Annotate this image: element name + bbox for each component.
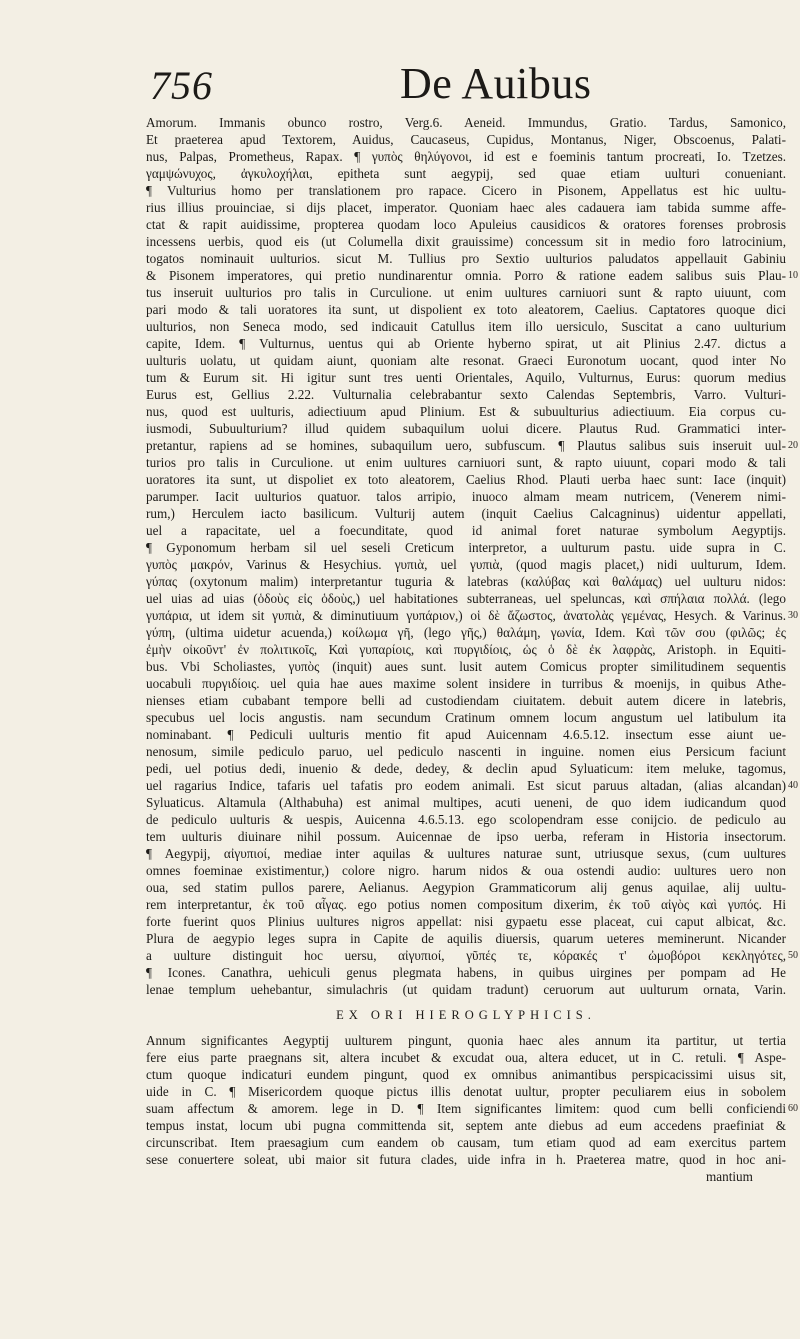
text-line: lenae templum uehebantur, simulachris (ut quidam tradunt) ceruorum aut uulturum ornata, Varin. (146, 982, 786, 997)
text-line: γύπας (oxytonum malim) interpretantur tuguria & latebras (καλύβας καὶ θαλάμας) uel uulturu nidos: (146, 574, 786, 589)
text-line: uoratores ita sunt, ut dispoliet ex toto aleatorem, Caelius Rhod. Plauti uerba haec sunt: Iace (inquit) (146, 472, 786, 487)
text-line: & Pisonem imperatores, qui pretio nundinarentur omnia. Porro & ratione eadem salibus suis Plau- (146, 268, 786, 283)
text-line: omnes foeminae existimentur,) colore nigro. harum nidos & oua ostendi audio: uultures uero non (146, 863, 786, 878)
text-line: de pediculo uulturis & uespis, Auicenna 4.6.5.13. ego scolopendram esse conijcio. de pediculo au (146, 812, 786, 827)
text-line: parumper. Iacit uulturios quatuor. talos arripio, inuoco almam meam nutricem, (Venerem nimi- (146, 489, 786, 504)
text-line: pari modo & tali uoratores ita sunt, ut dispolient ex toto aleatorem, Caelius. Captatores quoque dici (146, 302, 786, 317)
margin-line-number: 30 (788, 610, 798, 621)
text-line: γαμψώνυχος, ἀγκυλοχήλαι, epitheta sunt aegypij, sed quae etiam uulturi conueniant. (146, 166, 786, 181)
text-line: Eurus est, Gellius 2.22. Vulturnalia celebrabantur sexto Calendas Septembris, Varro. Vulturi- (146, 387, 786, 402)
text-line: forte fuerint quos Plinius uultures nigros appellat: nisi gypaetu esse placeat, cui caput albicat, &c. (146, 914, 786, 929)
text-line: fere eius parte praegnans sit, altera incubet & excudat oua, altera educet, ut in C. retuli. ¶ Aspe- (146, 1050, 786, 1065)
text-line: capite, Idem. ¶ Vulturnus, uentus qui ab Oriente hyberno spirat, ut ait Plinius 2.47. dictus a (146, 336, 786, 351)
text-line: bus. Vbi Scholiastes, γυπὸς (inquit) aues sunt. lusit autem Comicus propter similitudinem sequentis (146, 659, 786, 674)
text-line: ctat & rapit auidissime, propterea quodam loco Apuleius causidicos & oratores forenses probrosis (146, 217, 786, 232)
text-line: suam affectum & amorem. lege in D. ¶ Item significantes limitem: quod cum belli conficiendi (146, 1101, 786, 1116)
text-line: Amorum. Immanis obunco rostro, Verg.6. Aeneid. Immundus, Gratio. Tardus, Samonico, (146, 115, 786, 130)
page-header (0, 60, 800, 112)
text-line: uulturios, non Seneca modo, sed indicauit Catullus item illo uersiculo, Suscitat a cano uulturium (146, 319, 786, 334)
text-line: pedi, uel potius dedi, inuenio & dede, dedey, & declin apud Syluaticum: item meluke, tagomus, (146, 761, 786, 776)
text-line: turios pro talis in Curculione. ut enim uultures carniuori sunt, & rapto uiuunt, copari modo & tali (146, 455, 786, 470)
text-line: uulturis uolatu, ut quidam aiunt, quoniam alte resonat. Graeci Euronotum uocant, quod inter No (146, 353, 786, 368)
text-line: nominabant. ¶ Pediculi uulturis mentio fit apud Auicennam 4.6.5.12. insectum esse aiunt ue- (146, 727, 786, 742)
text-line: ¶ Gyponomum herbam sil uel seseli Creticum interpretor, a uulturum pastu. uide supra in C. (146, 540, 786, 555)
text-line: Plura de aegypio leges supra in Capite de aquilis diuersis, quarum ueteres meminerunt. Nicander (146, 931, 786, 946)
text-body (146, 114, 798, 1314)
margin-line-number: 40 (788, 780, 798, 791)
margin-line-number: 50 (788, 950, 798, 961)
text-line: tempus instat, locum ubi pugna committenda sit, septem ante diebus ad eum accedens praefiniat & (146, 1118, 786, 1133)
text-line: γυπάρια, ut idem sit γυπιὰ, & diminutiuum γυπάριον,) οἱ δὲ ἄζωστος, ἀνατολὰς γεμένας, Hesych. & Varinus. (146, 608, 786, 623)
text-line: Et praeterea apud Textorem, Auidus, Caucaseus, Cupidus, Montanus, Niger, Obscoenus, Palati- (146, 132, 786, 147)
text-line: a uulture distinguit hoc uersu, αἰγυπιοί, γῦπές τε, κόρακές τ' ὠμοβόροι κεκληγότες, (146, 948, 786, 963)
text-line: γυπὸς μακρόν, Varinus & Hesychius. γυπιὰ, uel γυπιὰ, (quod magis placet,) nidi uulturum, Idem. (146, 557, 786, 572)
text-line: nus, Palpas, Prometheus, Rapax. ¶ γυπὸς θηλύγονοι, id est e foeminis tantum procreati, Io. Tzetzes. (146, 149, 786, 164)
text-line: rem interpretantur, ἐκ τοῦ αἶγας. ego potius nomen compositum dixerim, ἐκ τοῦ αἰγὸς καὶ γυπός. Hi (146, 897, 786, 912)
section-heading: EX ORI HIEROGLYPHICIS. (336, 1008, 596, 1022)
text-line: mantium (706, 1169, 753, 1184)
running-title: De Auibus (400, 59, 592, 108)
text-line: Annum significantes Aegyptij uulturem pingunt, quonia haec ales annum ita partitur, ut tertia (146, 1033, 786, 1048)
text-line: uocabuli πυργιδίοις. uel quia hae aues maxime solent insidere in turribus & moenijs, in quibus Athe- (146, 676, 786, 691)
text-line: specubus uel locis angustis. nam secundum Cratinum omnem locum angustum uel latibulum ita (146, 710, 786, 725)
text-line: nienses etiam cubabant tempore belli ad custodiendam ciuitatem. debuit autem dicere in latebris, (146, 693, 786, 708)
text-line: ¶ Aegypij, αἰγυπιοί, mediae inter aquilas & uultures naturae sunt, utriusque sexus, (cum uultures (146, 846, 786, 861)
margin-line-number: 20 (788, 440, 798, 451)
text-line: incessens uerbis, quod eis (ut Columella dixit grauissime) concessum sit in medio foro latrocinium, (146, 234, 786, 249)
text-line: ¶ Icones. Canathra, uehiculi genus plegmata habens, in quibus uirgines per pompam ad He (146, 965, 786, 980)
text-line: pretantur, rapiens ad se homines, subaquilum uero, subfuscum. ¶ Plautus salibus suis inseruit uul- (146, 438, 786, 453)
text-line: ctum quoque indicaturi eundem pingunt, quod ex omnibus animantibus perspicacissimi uisus sit, (146, 1067, 786, 1082)
text-line: uel ragarius Indice, tafaris uel tafatis pro eodem animali. Est sicut paruus altadan, (alias alcandan) (146, 778, 786, 793)
text-line: uel a rapacitate, uel a foecunditate, quod id animal foret naturae symbolum Aegyptijs. (146, 523, 786, 538)
text-line: ἐμὴν οἰκοῦντ' ἐν πολιτικοῖς, Καὶ γυπαρίοις, καὶ πυργιδίοις, ὡς ὁ δὲ ἐκ λαφρὰς, Aristoph. in Equiti- (146, 642, 786, 657)
text-line: iusmodi, Subuulturium? illud quidem subaquilum uolui dicere. Plautus Rud. Grammatici inter- (146, 421, 786, 436)
text-line: tum & Eurum sit. Hi igitur sunt tres uenti Orientales, Aquilo, Vulturnus, Eurus: quorum medius (146, 370, 786, 385)
text-line: rum,) Herculem iacto basilicum. Vulturij autem (inquit Caelius Calcagninus) uidentur appellati, (146, 506, 786, 521)
text-line: ¶ Vulturius homo per translationem pro rapace. Cicero in Pisonem, Appellatus est hic uultu- (146, 183, 786, 198)
text-line: uel uias ad uias (ὁδοὺς εἰς ὁδοὺς,) uel habitationes subterraneas, uel speluncas, καὶ σπήλαια πολλά. (lego (146, 591, 786, 606)
text-line: nenosum, simile pediculo paruo, uel pediculo nascenti in inguine. nomen eius Persicum faciunt (146, 744, 786, 759)
text-line: nus, quod est uulturis, adiectiuum apud Plinium. Est & subuulturius adiectiuum. Eia corpus cu- (146, 404, 786, 419)
text-line: tem uulturis diuinare nihil possum. Auicennae de ipso uerba, referam in Historia insectorum. (146, 829, 786, 844)
text-line: tus inseruit uulturios pro talis in Curculione. ut enim uultures carniuori sunt & rapto uiuunt, com (146, 285, 786, 300)
margin-line-number: 60 (788, 1103, 798, 1114)
text-line: circunscribat. Item praesagium cum eandem ob causam, tum etiam quod ad eam exercitus partem (146, 1135, 786, 1150)
text-line: rius illius prouinciae, si dijs placet, imperator. Quoniam haec ales cadauera iam tabida summe affe- (146, 200, 786, 215)
text-line: togatos nominauit uulturios. sicut M. Tullius pro Sextio uulturios paludatos appellauit Gabiniu (146, 251, 786, 266)
text-line: sese conuertere soleat, ubi maior sit futura clades, uide infra in h. Praeterea matre, quod in hoc ani- (146, 1152, 786, 1167)
text-line: Syluaticus. Altamula (Althabuha) est animal multipes, acuti ueneni, de quo idem iudicandum quod (146, 795, 786, 810)
page-number: 756 (150, 63, 213, 108)
text-line: uide in C. ¶ Misericordem quoque pictus illis denotat uultur, propter peculiarem eius in sobolem (146, 1084, 786, 1099)
text-line: γύπη, (ultima uidetur acuenda,) κοίλωμα γῆ, (lego γῆς,) θαλάμη, γωνία, Idem. Καὶ τῶν σου (φιλῶς; ἐς (146, 625, 786, 640)
margin-line-number: 10 (788, 270, 798, 281)
text-line: oua, sed statim pullos parere, Aelianus. Aegypion Grammaticorum alij genus aquilae, alij uultu- (146, 880, 786, 895)
